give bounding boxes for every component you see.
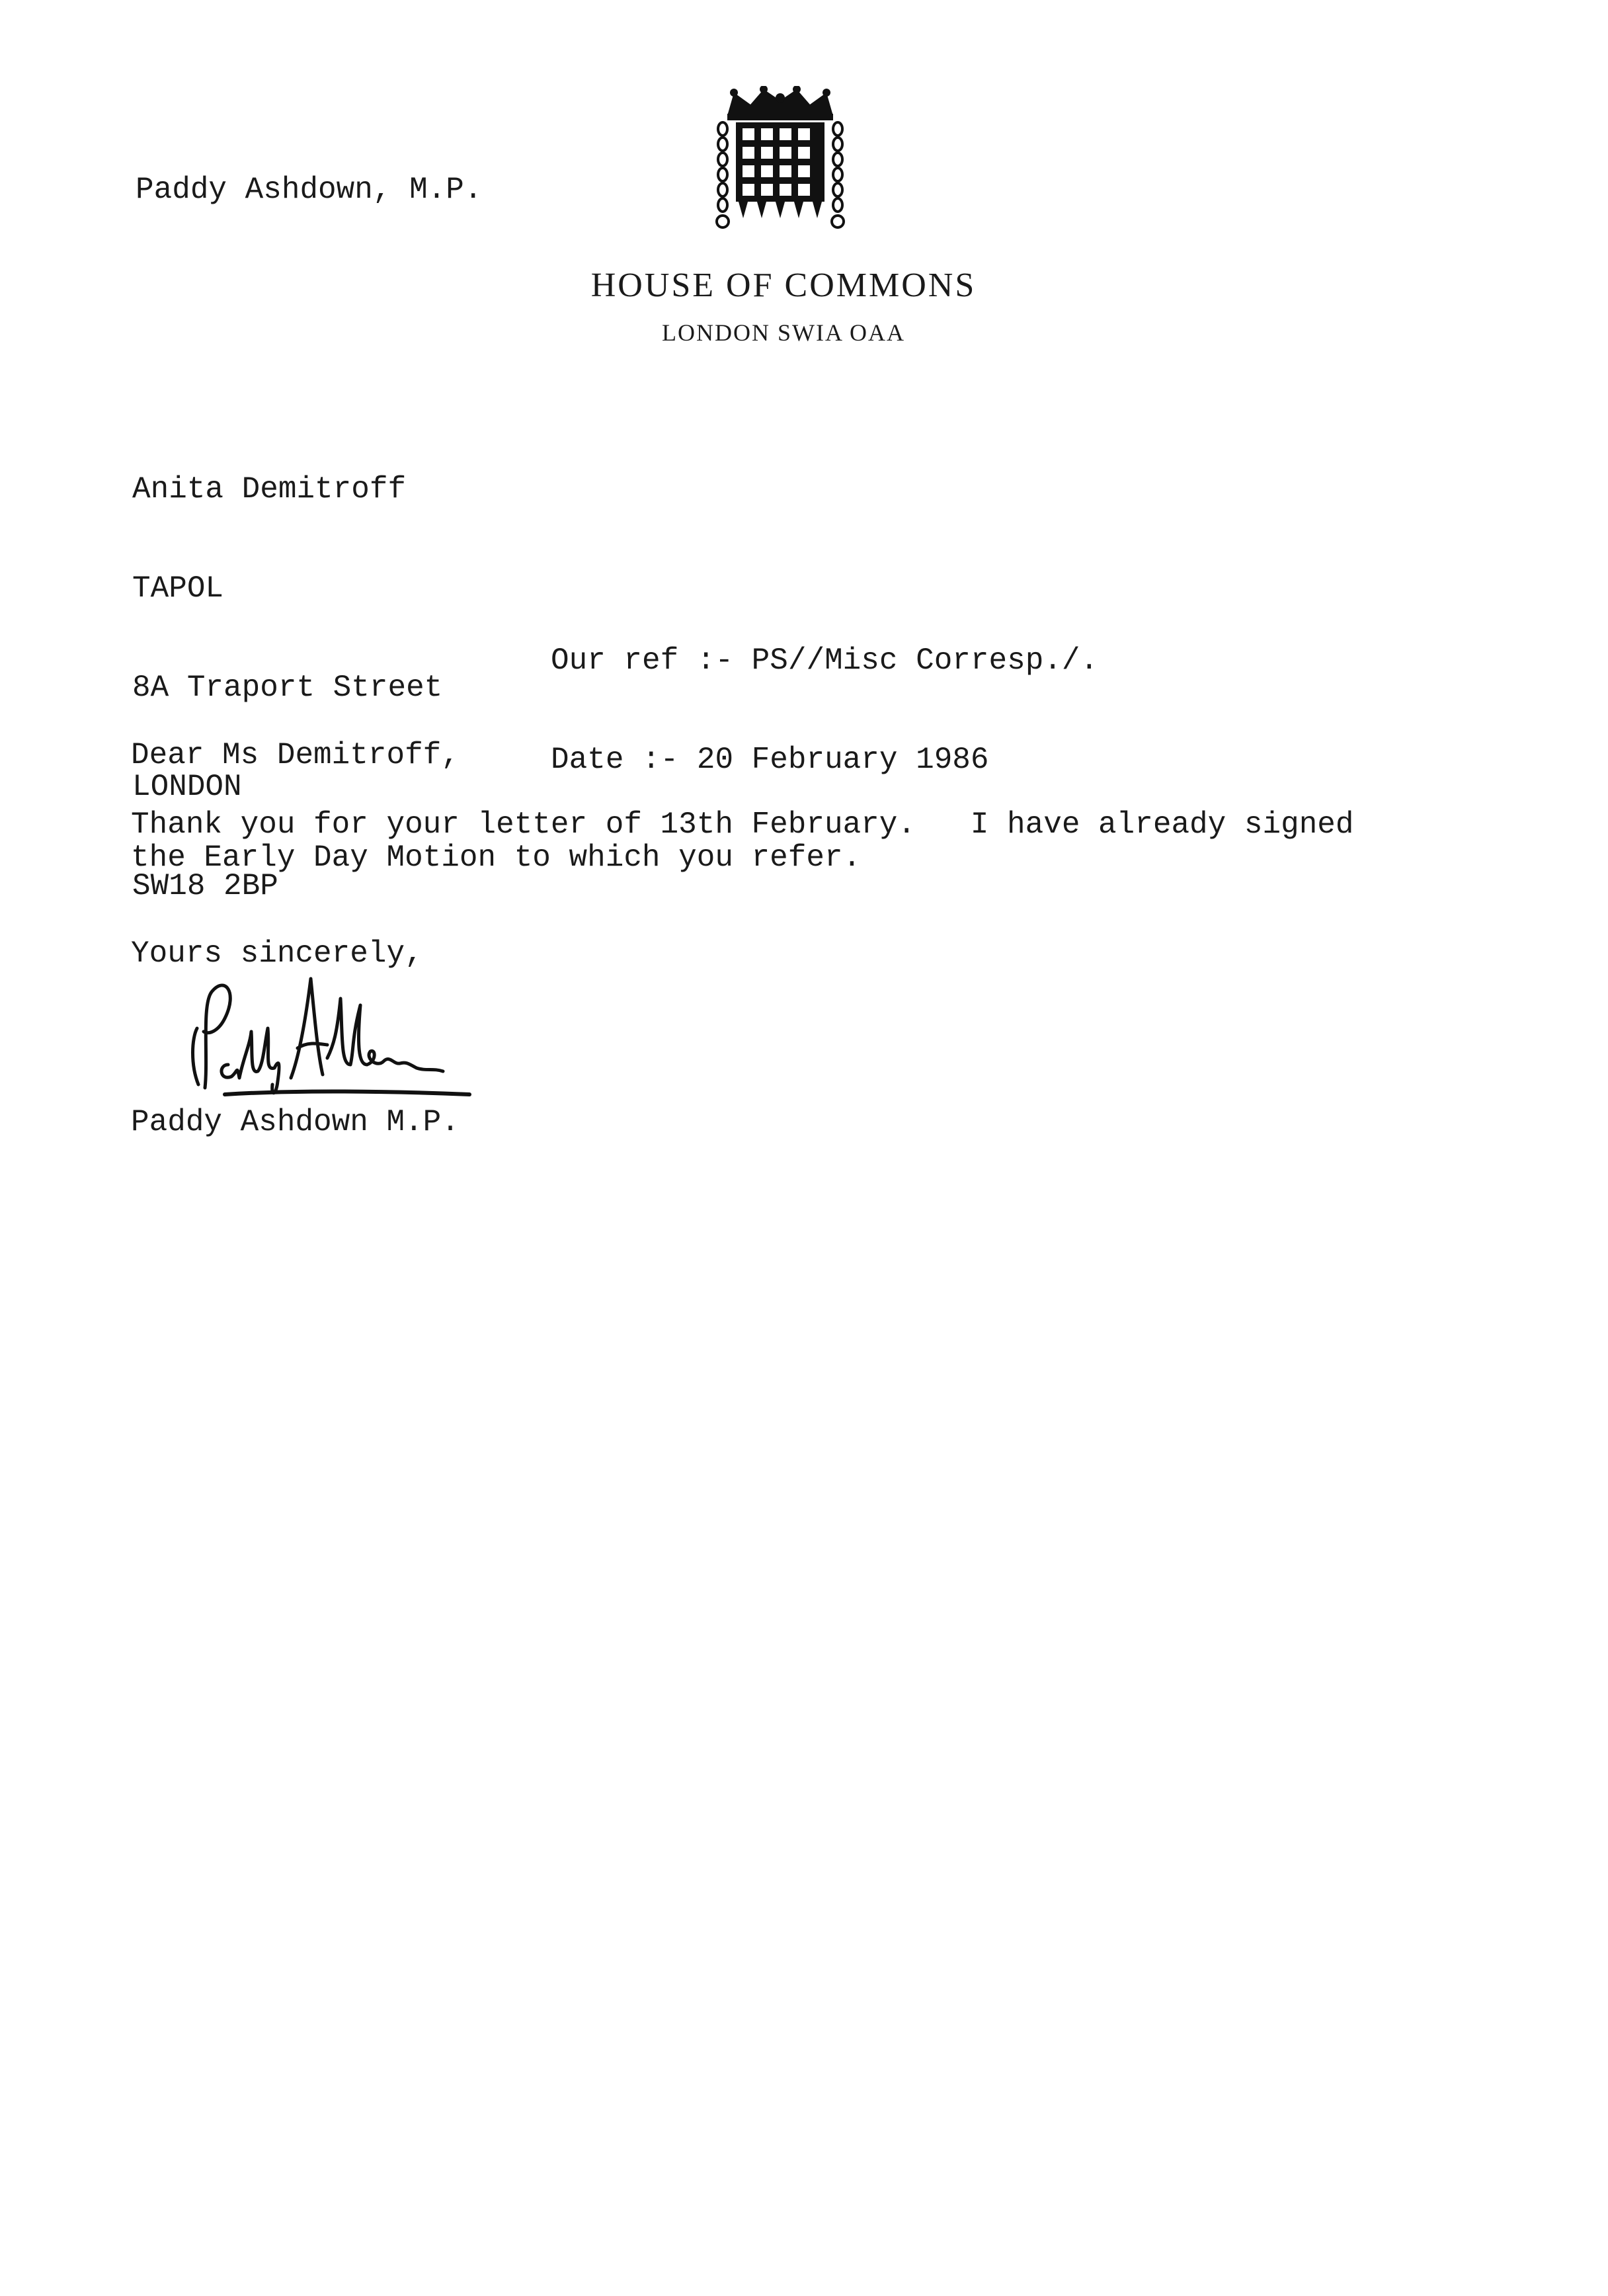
institution-name: HOUSE OF COMMONS bbox=[590, 266, 977, 304]
recipient-postcode: SW18 2BP bbox=[132, 869, 278, 903]
institution-address: LONDON SWIA OAA bbox=[662, 319, 905, 346]
handwritten-signature-icon bbox=[179, 965, 489, 1104]
letter-body: Thank you for your letter of 13th February. I have already signed the Early Day Motion to which you refer. bbox=[131, 807, 1354, 875]
letter-date: Date :- 20 February 1986 bbox=[551, 743, 989, 777]
recipient-name: Anita Demitroff bbox=[132, 472, 407, 507]
closing: Yours sincerely, bbox=[131, 936, 423, 971]
recipient-address bbox=[132, 407, 442, 969]
reference-block bbox=[551, 578, 1098, 842]
sender-name: Paddy Ashdown, M.P. bbox=[136, 173, 483, 207]
signatory-name: Paddy Ashdown M.P. bbox=[131, 1105, 460, 1139]
recipient-organisation: TAPOL bbox=[132, 571, 224, 606]
portcullis-crest-icon bbox=[711, 86, 850, 238]
recipient-city: LONDON bbox=[132, 770, 242, 804]
our-reference: Our ref :- PS//Misc Corresp./. bbox=[551, 643, 1099, 678]
salutation: Dear Ms Demitroff, bbox=[131, 738, 460, 772]
recipient-street: 8A Traport Street bbox=[132, 671, 443, 705]
